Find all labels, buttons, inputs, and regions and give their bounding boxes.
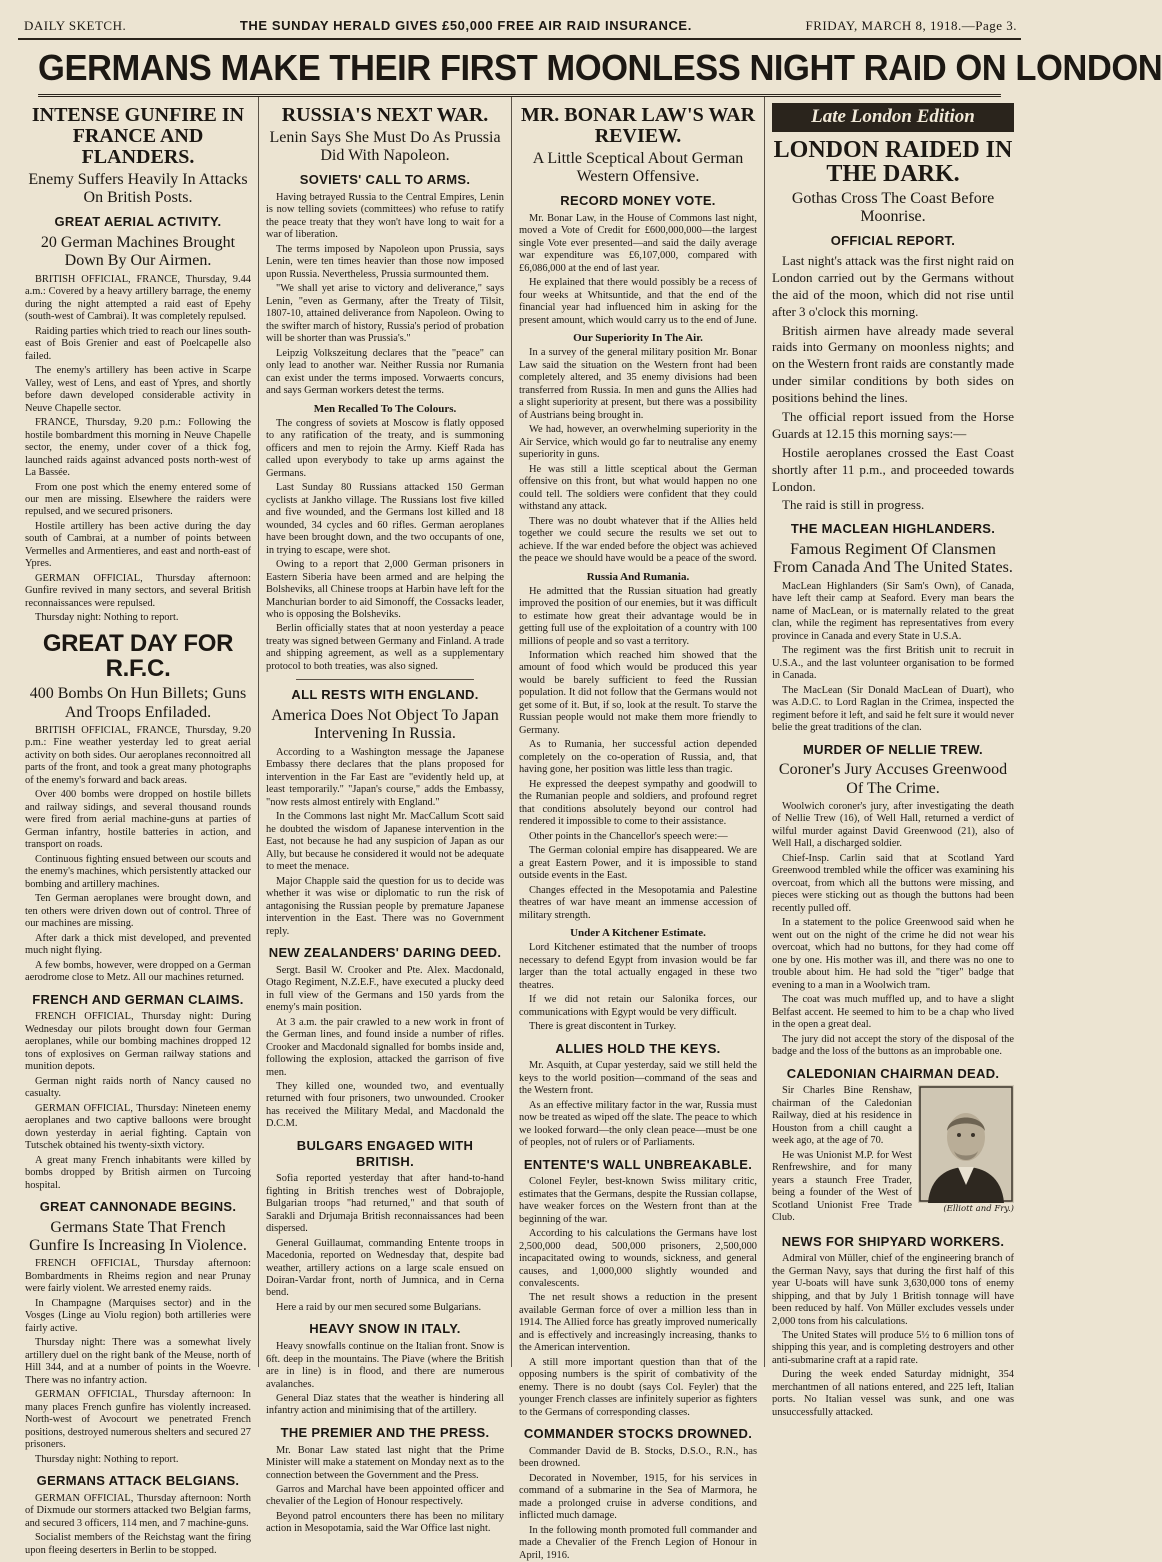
subheadline: A Little Sceptical About German Western Offensive. xyxy=(532,149,744,185)
subheadline: Enemy Suffers Heavily In Attacks On British Posts. xyxy=(28,170,248,206)
paragraph: Owing to a report that 2,000 German prisoners in Eastern Siberia have been armed and are helping the Bolsheviks, all Chinese troops at Harbin have left for the Manchurian border to aid Simonoff, the Cossacks leader, who is opposing the Bolsheviks. xyxy=(266,559,504,620)
section-heading: MURDER OF NELLIE TREW. xyxy=(803,741,983,757)
paragraph: Commander David de B. Stocks, D.S.O., R.N., has been drowned. xyxy=(519,1445,757,1470)
subheadline: 20 German Machines Brought Down By Our Airmen. xyxy=(40,233,236,270)
obituary-block xyxy=(772,1085,1014,1226)
section-heading: FRENCH AND GERMAN CLAIMS. xyxy=(32,991,244,1007)
column-4 xyxy=(764,97,1021,1418)
subheadline: Famous Regiment Of Clansmen From Canada And The United States. xyxy=(773,540,1013,577)
paragraph: Mr. Bonar Law stated last night that the Prime Minister will make a statement on Monday next as to the connection between the Government and the Press. xyxy=(266,1444,504,1481)
crosshead: Russia And Rumania. xyxy=(586,570,690,583)
paragraph: In the Commons last night Mr. MacCallum Scott said he doubted the wisdom of Japanese intervention in the East, not because he had any suspicion of Japan as our Ally, but because he considered it would not be adequate to meet the menace. xyxy=(266,811,504,873)
section-heading: CALEDONIAN CHAIRMAN DEAD. xyxy=(786,1065,1000,1081)
paragraph: British airmen have already made several raids into Germany on moonless nights; and on the Western front raids are constantly made under similar conditions by both sides on positions behind the lines. xyxy=(772,322,1014,406)
paragraph: Decorated in November, 1915, for his services in command of a submarine in the Sea of Marmora, he made a prolonged cruise in adverse conditions, and inflicted much damage. xyxy=(519,1472,757,1522)
paragraph: Beyond patrol encounters there has been no military action in Mesopotamia, said the War Office last night. xyxy=(266,1510,504,1535)
section-heading: GREAT CANNONADE BEGINS. xyxy=(39,1199,237,1215)
paragraph: After dark a thick mist developed, and prevented much night flying. xyxy=(25,932,251,957)
section-heading: ENTENTE'S WALL UNBREAKABLE. xyxy=(523,1156,753,1172)
crosshead: Men Recalled To The Colours. xyxy=(313,402,457,415)
paragraph: From one post which the enemy entered some of our men are missing. Elsewhere the raiders were repulsed, and we secured prisoners. xyxy=(25,481,251,518)
columns xyxy=(18,97,1021,1561)
edition-banner: Late London Edition xyxy=(772,103,1014,132)
subheadline: 400 Bombs On Hun Billets; Guns And Troops Enfiladed. xyxy=(29,685,247,721)
section-heading: NEW ZEALANDERS' DARING DEED. xyxy=(268,945,502,961)
section-heading: GERMANS ATTACK BELGIANS. xyxy=(36,1473,240,1489)
paragraph: The congress of soviets at Moscow is flatly opposed to any ratification of the treaty, and is summoning officers and men to rejoin the Army. Kieff Rada has called upon everybody to take up arms against the Germans. xyxy=(266,417,504,479)
paragraph: Information which reached him showed that the amount of food which would be produced this year would be barely sufficient to feed the Russian population. It did not follow that the Germans would not get some of it. But, if so, look at the result. To starve the Russian people would not make them more friendly to Germany. xyxy=(519,649,757,736)
newspaper-page xyxy=(18,12,1162,1561)
paragraph: He was Unionist M.P. for West Renfrewshire, and for many years a staunch Free Trader, being a founder of the West of Scotland Unionist Free Trade Club. xyxy=(772,1149,912,1224)
crosshead: Our Superiority In The Air. xyxy=(573,332,703,345)
headline: INTENSE GUNFIRE IN FRANCE AND FLANDERS. xyxy=(31,103,245,168)
headline: RUSSIA'S NEXT WAR. xyxy=(281,103,489,126)
masthead-promo: THE SUNDAY HERALD GIVES £50,000 FREE AIR RAID INSURANCE. xyxy=(239,18,692,33)
paragraph: In the following month promoted full commander and made a Chevalier of the French Legion of Honour in April, 1916. xyxy=(519,1524,757,1561)
paragraph: A few bombs, however, were dropped on a German aerodrome close to Metz. All our machines returned. xyxy=(25,959,251,984)
paragraph: Ten German aeroplanes were brought down, and ten others were driven down out of control. Three of our machines are missing. xyxy=(25,893,251,930)
paragraph: FRENCH OFFICIAL, Thursday night: During Wednesday our pilots brought down four German aeroplanes, while our bombing machines dropped 12 tons of explosives on German railway stations and munition depots. xyxy=(25,1011,251,1073)
paragraph: Last Sunday 80 Russians attacked 150 German cyclists at Jankho village. The Russians lost five killed and five wounded, and the Germans lost killed and 18 wounded, 34 cycles and 60 rifles. German aeroplanes have been brought down, and the two occupants of one, in trying to escape, were shot. xyxy=(266,482,504,556)
paragraph: They killed one, wounded two, and eventually returned with four prisoners, two unwounded. Crooker has received the Military Medal, and Macdonald the D.C.M. xyxy=(266,1081,504,1130)
paragraph: During the week ended Saturday midnight, 354 merchantmen of all nations entered, and 225 left, Italian ports. No Italian vessel was sunk, and one was unsuccessfully attacked. xyxy=(772,1369,1014,1418)
paragraph: "We shall yet arise to victory and deliverance," says Lenin, "even as Germany, after the Treaty of Tilsit, 1807-10, attained deliverance from Napoleon. Owing to the swifter march of history, Russia's period of probation will be shorter than was Prussia's." xyxy=(266,283,504,345)
section-heading: THE MACLEAN HIGHLANDERS. xyxy=(790,521,996,537)
paragraph: General Guillaumat, commanding Entente troops in Macedonia, reported on Wednesday that, despite bad weather, artillery actions on a large scale ensued on Doiran-Vardar front, north of Jumnica, and in Cerna bend. xyxy=(266,1237,504,1299)
masthead-date: FRIDAY, MARCH 8, 1918.—Page 3. xyxy=(805,18,1017,33)
paragraph: In a statement to the police Greenwood said when he went out on the night of the crime he did not wear his overcoat, which had no buttons, for they had come off one by one. His mother was ill, and there was no one to trouble about him. He had sold the "tiger" badge that evening to a man in a Woolwich tram. xyxy=(772,917,1014,991)
paragraph: Thursday night: Nothing to report. xyxy=(35,612,179,624)
section-heading: GREAT AERIAL ACTIVITY. xyxy=(54,214,222,230)
paragraph: He was still a little sceptical about the German offensive on this front, but what would happen no one could tell. The soldiers were confident that they could withstand any attack. xyxy=(519,463,757,513)
paragraph: Berlin officially states that at noon yesterday a peace treaty was signed between Germany and Finland. A trade and shipping agreement, as well as a supplementary protocol to both treaties, was also signed. xyxy=(266,623,504,672)
subheadline: Lenin Says She Must Do As Prussia Did With Napoleon. xyxy=(269,128,501,164)
paragraph: There is great discontent in Turkey. xyxy=(529,1021,677,1033)
paragraph: Having betrayed Russia to the Central Empires, Lenin is now telling soviets (committees) who refuse to ratify the peace treaty that they won't have long to wait for a war of liberation. xyxy=(266,191,504,241)
column-2 xyxy=(258,97,511,1535)
section-heading: HEAVY SNOW IN ITALY. xyxy=(309,1321,461,1337)
paragraph: GERMAN OFFICIAL, Thursday afternoon: In many places French gunfire has violently increased. North-west of Avocourt we penetrated French positions, destroyed numerous shelters and secured 27 prisoners. xyxy=(25,1389,251,1451)
paragraph: Other points in the Chancellor's speech were:— xyxy=(529,830,728,842)
paragraph: MacLean Highlanders (Sir Sam's Own), of Canada, have left their camp at Seaford. Every man bears the name of MacLean, or is maternally related to the great clan, while the regiment has representatives from every province in Canada and every State in U.S.A. xyxy=(772,580,1014,642)
section-heading: COMMANDER STOCKS DROWNED. xyxy=(523,1426,753,1442)
paragraph: General Diaz states that the weather is hindering all infantry action and minimising that of the artillery. xyxy=(266,1392,504,1417)
paragraph: Major Chapple said the question for us to decide was whether it was wise or diplomatic to run the risk of antagonising the Russian people by premature Japanese intervention in the East. There was no Government reply. xyxy=(266,875,504,937)
portrait-photo xyxy=(918,1085,1014,1226)
paragraph: Leipzig Volkszeitung declares that the "peace" can only lead to another war. Neither Russia nor Rumania can exist under the terms imposed. Vorwaerts concurs, and says German workers detest the terms. xyxy=(266,347,504,397)
paragraph: Raiding parties which tried to reach our lines south-east of Bois Grenier and east of Poelcapelle also failed. xyxy=(25,325,251,362)
paragraph: He admitted that the Russian situation had greatly improved the position of our enemies, but it was difficult to estimate how great their advantage would be in getting full use of the exploitation of a country with 100 millions of people and so vast a territory. xyxy=(519,585,757,647)
subheadline: Germans State That French Gunfire Is Increasing In Violence. xyxy=(29,1218,247,1255)
paragraph: BRITISH OFFICIAL, FRANCE, Thursday, 9.20 p.m.: Fine weather yesterday led to great aerial activity on both sides. Our aeroplanes reconnoitred all parts of the front, and took a great many photographs of the enemy's forward and back areas. xyxy=(25,724,251,786)
paragraph: Socialist members of the Reichstag want the firing upon fleeing deserters in Berlin to be stopped. xyxy=(25,1532,251,1556)
paragraph: We had, however, an overwhelming superiority in the Air Service, which would go far to neutralise any enemy superiority in guns. xyxy=(519,424,757,461)
paragraph: Mr. Bonar Law, in the House of Commons last night, moved a Vote of Credit for £600,000,000—the largest single Vote ever presented—and said the daily average war expenditure was £6,107,000, compared with £6,086,000 at the end of last year. xyxy=(519,212,757,274)
main-headline: GERMANS MAKE THEIR FIRST MOONLESS NIGHT RAID ON LONDON xyxy=(38,40,1001,97)
section-heading: ALL RESTS WITH ENGLAND. xyxy=(291,687,479,703)
paragraph: The terms imposed by Napoleon upon Prussia, says Lenin, were ten times heavier than those now imposed upon Russia. Nevertheless, Prussia surmounted them. xyxy=(266,243,504,280)
paragraph: The official report issued from the Horse Guards at 12.15 this morning says:— xyxy=(772,408,1014,441)
divider xyxy=(296,679,474,680)
paragraph: Last night's attack was the first night raid on London carried out by the Germans without the aid of the moon, which did not rise until after 3 o'clock this morning. xyxy=(772,252,1014,319)
masthead-strip xyxy=(18,12,1021,40)
paragraph: The regiment was the first British unit to recruit in U.S.A., and the last volunteer organisation to be formed in Canada. xyxy=(772,645,1014,682)
paragraph: Mr. Asquith, at Cupar yesterday, said we still held the keys to the world position—command of the seas and the Western front. xyxy=(519,1060,757,1097)
section-heading: SOVIETS' CALL TO ARMS. xyxy=(299,172,471,188)
paragraph: In a survey of the general military position Mr. Bonar Law said the situation on the Western front had been completely altered, and 35 enemy divisions had been transferred from Russia. In men and guns the Allies had a slight superiority at present, but there was a possibility of Austrians being brought in. xyxy=(519,347,757,421)
headline: LONDON RAIDED IN THE DARK. xyxy=(773,136,1013,187)
photo-credit: (Elliott and Fry.) xyxy=(943,1204,1014,1215)
paragraph: As to Rumania, her successful action depended completely on the co-operation of Russia, and, that having gone, her position was little less than tragic. xyxy=(519,739,757,776)
paragraph: A still more important question than that of the opposing numbers is the spirit of combativity of the enemy. There is no doubt (says Col. Feyler) that the younger French classes are infinitely superior as fighters to the Germans of corresponding classes. xyxy=(519,1356,757,1418)
section-heading: BULGARS ENGAGED WITH BRITISH. xyxy=(296,1137,474,1169)
section-heading: ALLIES HOLD THE KEYS. xyxy=(555,1040,721,1056)
paragraph: Garros and Marchal have been appointed officer and chevalier of the Legion of Honour respectively. xyxy=(266,1484,504,1508)
paragraph: The coat was much muffled up, and to have a slight Belfast accent. He seemed to him to be a chap who lived in the open a great deal. xyxy=(772,994,1014,1031)
paragraph: Heavy snowfalls continue on the Italian front. Snow is 6ft. deep in the mountains. The Piave (where the British are in line) is in flood, and there are numerous avalanches. xyxy=(266,1341,504,1390)
paragraph: Over 400 bombs were dropped on hostile billets and railway sidings, and several thousand rounds were fired from aerial machine-guns at parties of German infantry, hostile batteries in action, and transport on roads. xyxy=(25,789,251,851)
masthead-title: DAILY SKETCH. xyxy=(24,18,127,33)
crosshead: Under A Kitchener Estimate. xyxy=(570,927,706,940)
subheadline: America Does Not Object To Japan Intervening In Russia. xyxy=(271,707,499,743)
paragraph: The raid is still in progress. xyxy=(782,497,925,513)
headline: GREAT DAY FOR R.F.C. xyxy=(42,629,234,683)
paragraph: Hostile aeroplanes crossed the East Coast shortly after 11 p.m., and proceeded towards London. xyxy=(772,444,1014,494)
obituary-text xyxy=(772,1085,912,1226)
paragraph: Sergt. Basil W. Crooker and Pte. Alex. Macdonald, Otago Regiment, N.Z.E.F., have executed a plucky deed in full view of the Germans and 150 yards from the enemy's main position. xyxy=(266,964,504,1014)
paragraph: FRANCE, Thursday, 9.20 p.m.: Following the hostile bombardment this morning in Neuve Chapelle sector, the enemy, under cover of a thick fog, launched raids against advanced posts north-west of La Bassée. xyxy=(25,417,251,479)
column-3 xyxy=(511,97,764,1561)
paragraph: The United States will produce 5½ to 6 million tons of shipping this year, and is completing destroyers and other anti-submarine craft at a rapid rate. xyxy=(772,1330,1014,1366)
paragraph: The MacLean (Sir Donald MacLean of Duart), who was A.D.C. to Lord Raglan in the Crimea, inspected the regiment before it left, and said he felt sure it would never belie the great traditions of the clan. xyxy=(772,684,1014,734)
paragraph: According to his calculations the Germans have lost 2,500,000 dead, 500,000 prisoners, 2,500,000 incapacitated owing to wounds, sickness, and general causes, and 1,000,000 slightly wounded and convalescents. xyxy=(519,1228,757,1289)
paragraph: Changes effected in the Mesopotamia and Palestine theatres of war have meant an immense accession of military strength. xyxy=(519,884,757,921)
paragraph: Thursday night: There was a somewhat lively artillery duel on the right bank of the Meuse, north of Hill 344, and at a number of points in the Woevre. There was no infantry action. xyxy=(25,1337,251,1386)
portrait-image xyxy=(918,1085,1014,1203)
section-heading: OFFICIAL REPORT. xyxy=(830,233,956,249)
paragraph: If we did not retain our Salonika forces, our communications with Egypt would be very difficult. xyxy=(519,994,757,1018)
paragraph: Thursday night: Nothing to report. xyxy=(35,1453,179,1465)
paragraph: Admiral von Müller, chief of the engineering branch of the German Navy, says that during the first half of this year U-boats will have sunk 3,630,000 tons of enemy shipping, and that by July 1 British tonnage will have been reduced by half. Von Müller excludes vessels under 2,000 tons from his calculations. xyxy=(772,1253,1014,1327)
paragraph: He expressed the deepest sympathy and goodwill to the Rumanian people and soldiers, and profound regret that conditions absolutely beyond our control had rendered it impossible to come to their assistance. xyxy=(519,778,757,828)
paragraph: According to a Washington message the Japanese Embassy there declares that the plans proposed for intervention in the Far East are "evidently held up, at least temporarily." "Japan's course," adds the Embassy, "now rests almost entirely with England." xyxy=(266,746,504,808)
paragraph: Here a raid by our men secured some Bulgarians. xyxy=(276,1301,482,1313)
paragraph: GERMAN OFFICIAL, Thursday afternoon: Gunfire revived in many sectors, and several British reconnaissances were repulsed. xyxy=(25,572,251,609)
paragraph: BRITISH OFFICIAL, FRANCE, Thursday, 9.44 a.m.: Covered by a heavy artillery barrage, the enemy during the night attempted a raid east of Epehy (south-west of Cambrai). It was completely repulsed. xyxy=(25,273,251,323)
paragraph: Lord Kitchener estimated that the number of troops necessary to defend Egypt from invasion would be far larger than the total actually engaged in these two theatres. xyxy=(519,942,757,991)
column-1 xyxy=(18,97,258,1556)
paragraph: A great many French inhabitants were killed by bombs dropped by British airmen on Turcoing hospital. xyxy=(25,1154,251,1191)
paragraph: Woolwich coroner's jury, after investigating the death of Nellie Trew (16), of Well Hall, returned a verdict of wilful murder against David Greenwood (21), also of Well Hall, a discharged soldier. xyxy=(772,800,1014,850)
paragraph: GERMAN OFFICIAL, Thursday: Nineteen enemy aeroplanes and two captive balloons were brought down yesterday in aerial fighting. Captain von Tutschek obtained his twenty-sixth victory. xyxy=(25,1102,251,1152)
paragraph: He explained that there would possibly be a recess of four weeks at Whitsuntide, and that the end of the financial year had influenced him in asking for the present amount, which would carry us to the end of June. xyxy=(519,277,757,326)
paragraph: At 3 a.m. the pair crawled to a new work in front of the German lines, and found inside a number of rifles. Crooker and Macdonald signalled for bombs inside and, following the explosion, attacked the garrison of five men. xyxy=(266,1016,504,1078)
paragraph: German night raids north of Nancy caused no casualty. xyxy=(25,1075,251,1100)
paragraph: The net result shows a reduction in the present available German force of over a million less than in 1914. The Allied force has greatly improved numerically and is effectively and increasingly increasing, thanks to the American intervention. xyxy=(519,1292,757,1354)
paragraph: Hostile artillery has been active during the day south of Cambrai, at a number of points between Vermelles and Armentieres, and east and north-east of Ypres. xyxy=(25,520,251,570)
paragraph: The enemy's artillery has been active in Scarpe Valley, west of Lens, and east of Ypres, and shortly before dawn developed considerable activity in Neuve Chapelle sector. xyxy=(25,365,251,414)
subheadline: Gothas Cross The Coast Before Moonrise. xyxy=(791,189,995,225)
paragraph: GERMAN OFFICIAL, Thursday afternoon: North of Dixmude our stormers attacked two Belgian farms, and secured 3 officers, 114 men, and 7 machine-guns. xyxy=(25,1492,251,1529)
paragraph: Colonel Feyler, best-known Swiss military critic, estimates that the Germans, despite the Russian collapse, have weaker forces on the Western front than at the beginning of the war. xyxy=(519,1176,757,1225)
subheadline: Coroner's Jury Accuses Greenwood Of The Crime. xyxy=(778,761,1008,797)
paragraph: Sir Charles Bine Renshaw, chairman of the Caledonian Railway, died at his residence in Houston from a chill caught a week ago, at the age of 70. xyxy=(772,1085,912,1147)
paragraph: FRENCH OFFICIAL, Thursday afternoon: Bombardments in Rheims region and near Prunay were fairly violent. We arrested enemy raids. xyxy=(25,1258,251,1295)
section-heading: RECORD MONEY VOTE. xyxy=(560,193,716,209)
paragraph: There was no doubt whatever that if the Allies held together we could secure the results we set out to achieve. If the war ended before the object was achieved the peace we should have would be a peace of the sword. xyxy=(519,515,757,565)
paragraph: In Champagne (Marquises sector) and in the Vosges (Linge au Violu region) both artilleries were fairly active. xyxy=(25,1297,251,1334)
headline: MR. BONAR LAW'S WAR REVIEW. xyxy=(520,103,756,147)
lead-story xyxy=(772,253,1014,514)
paragraph: As an effective military factor in the war, Russia must now be treated as wiped off the slate. The peace to which we looked forward—the only clean peace—must be one of peoples, not of rulers or of Parliaments. xyxy=(519,1099,757,1149)
paragraph: Sofia reported yesterday that after hand-to-hand fighting in British trenches west of Dobrajople, Bulgarian troops "had returned," and that south of Sarakli and Drjumaja British reconnaissances had been dispersed. xyxy=(266,1173,504,1235)
paragraph: Continuous fighting ensued between our scouts and the enemy's machines, which persistently attacked our bombing and artillery machines. xyxy=(25,853,251,890)
paragraph: Chief-Insp. Carlin said that at Scotland Yard Greenwood trembled while the officer was examining his overcoat, from which all the buttons were missing, and pieces were sticking out as though the buttons had been recently pulled off. xyxy=(772,852,1014,914)
section-heading: NEWS FOR SHIPYARD WORKERS. xyxy=(781,1233,1005,1249)
paragraph: The German colonial empire has disappeared. We are a great Eastern Power, and it is impossible to stand outside events in the East. xyxy=(519,845,757,882)
section-heading: THE PREMIER AND THE PRESS. xyxy=(280,1424,490,1440)
paragraph: The jury did not accept the story of the disposal of the badge and the loss of the buttons as an improbable one. xyxy=(772,1033,1014,1058)
